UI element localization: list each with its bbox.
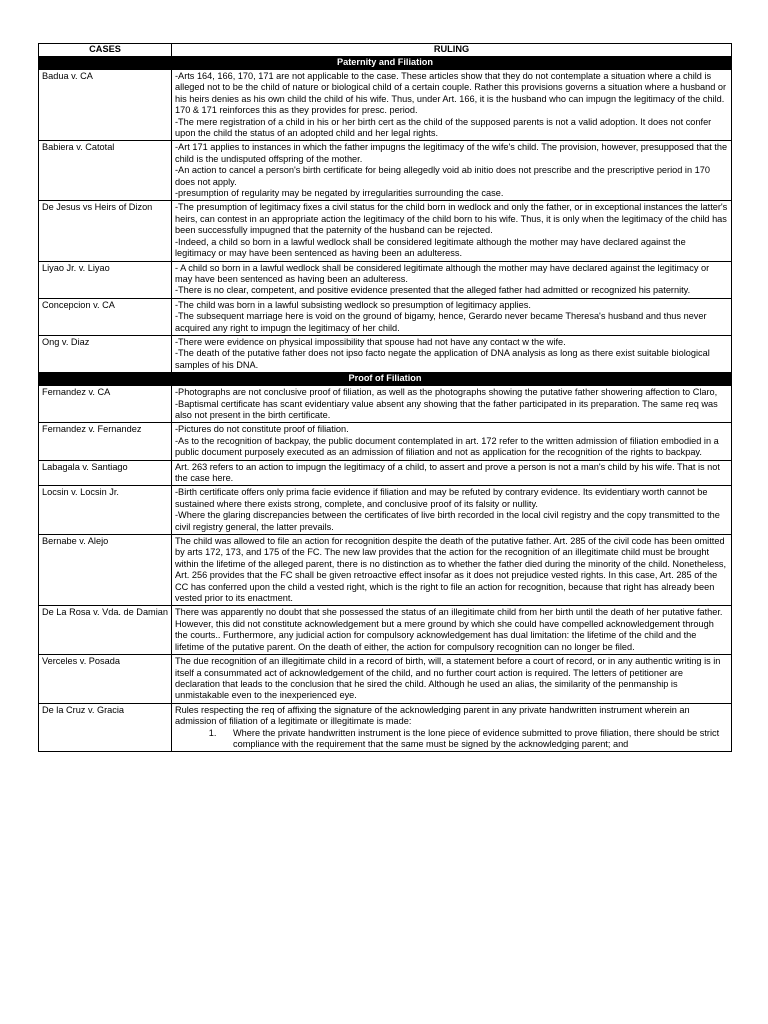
section-header-row [39,373,732,386]
ruling-cell [172,655,732,704]
table-row [39,261,732,298]
table-row [39,423,732,460]
case-name-cell: De La Rosa v. Vda. de Damian [39,606,172,655]
ruling-paragraph: -The death of the putative father does not ipso facto negate the application of DNA analysis as long as there exist suitable biological samples of his DNA. [175,348,710,370]
case-name-cell: Fernandez v. Fernandez [39,423,172,460]
table-row [39,486,732,535]
case-name-cell: De la Cruz v. Gracia [39,703,172,752]
table-row [39,335,732,372]
header-cases: CASES [39,44,172,57]
ruling-cell [172,486,732,535]
ruling-cell [172,606,732,655]
header-ruling: RULING [172,44,732,57]
table-row [39,386,732,423]
ruling-cell [172,535,732,606]
ruling-cell [172,386,732,423]
ruling-paragraph: -presumption of regularity may be negated by irregularities surrounding the case. [175,188,504,199]
ruling-paragraph: -There were evidence on physical impossibility that spouse had not have any contact w the wife. [175,336,566,347]
table-row [39,703,732,752]
case-name-cell: Badua v. CA [39,70,172,141]
ruling-paragraph: -Indeed, a child so born in a lawful wedlock shall be considered legitimate although the mother may have declared against the legitimacy or may have been sentenced as having been an adulteress. [175,236,686,259]
table-row [39,606,732,655]
table-row [39,70,732,141]
table-row [39,655,732,704]
ruling-paragraph: The child was allowed to file an action for recognition despite the death of the putative father. Art. 285 of the civil code has been omitted by arts 172, 173, and 175 of the FC. The new law provides that the action for the recognition of an illegitimate child must be brought within the lifetime of the alleged parent, there is no distinction as to whether the father died during the minority of the child. Nonetheless, Art. 256 provides that the FC shall be given retroactive effect insofar as it does not prejudice vested rights. In this case, Art. 285 of the CC has conferred upon the child a vested right, which is the right to file an action for recognition, because that right has already been vested prior to its enactment. [175,536,727,604]
ruling-paragraph: -Birth certificate offers only prima facie evidence if filiation and may be refuted by contrary evidence. Its evidentiary worth cannot be sustained where there exists strong, complete, and conclusive proof of its falsity or nullity. [175,487,708,509]
ruling-paragraph: -Arts 164, 166, 170, 171 are not applicable to the case. These articles show that they do not contemplate a situation where a child is alleged not to be the child of nature or biological child of a certain couple. Rather this provisions governs a situation where a husband or his heirs denies as his own child the child of his wife. Thus, under Art. 166, it is the husband who can impugn the legitimacy of the child. 170 & 171 reinforces this as they provides for presc. period. [175,71,727,116]
table-row [39,298,732,335]
ruling-paragraph: -Where the glaring discrepancies between the certificates of live birth recorded in the local civil registry and the copy transmitted to the civil registry general, the latter prevails. [175,510,720,532]
ruling-paragraph: -Pictures do not constitute proof of filiation. [175,424,349,435]
ruling-cell [172,335,732,372]
table-row [39,141,732,201]
case-name-cell: Babiera v. Catotal [39,141,172,201]
ruling-cell [172,703,732,752]
case-name-cell: Verceles v. Posada [39,655,172,704]
ruling-numbered-list [175,728,728,751]
case-name-cell: Locsin v. Locsin Jr. [39,486,172,535]
ruling-paragraph: -There is no clear, competent, and positive evidence presented that the alleged father had admitted or recognized his paternity. [175,285,691,296]
ruling-paragraph: -Baptismal certificate has scant evidentiary value absent any showing that the father participated in its preparation. The same req was also not present in the birth certificate. [175,398,718,420]
ruling-cell [172,70,732,141]
ruling-paragraph: Art. 263 refers to an action to impugn the legitimacy of a child, to assert and prove a person is not a man's child by his wife. That is not the case here. [175,461,720,483]
ruling-cell [172,298,732,335]
case-name-cell: Liyao Jr. v. Liyao [39,261,172,298]
section-title: Proof of Filiation [39,373,732,386]
section-header-row [39,57,732,70]
case-name-cell: Fernandez v. CA [39,386,172,423]
case-name-cell: De Jesus vs Heirs of Dizon [39,201,172,261]
section-title: Paternity and Filiation [39,57,732,70]
ruling-paragraph: -Photographs are not conclusive proof of filiation, as well as the photographs showing the putative father showering affection to Claro, [175,387,718,398]
ruling-paragraph: -The subsequent marriage here is void on the ground of bigamy, hence, Gerardo never became Theresa's husband and thus never acquired any right to impugn the legitimacy of her child. [175,311,707,333]
ruling-paragraph: -An action to cancel a person's birth certificate for being allegedly void ab initio does not prescribe and the prescriptive period in 170 does not apply. [175,165,710,187]
case-name-cell: Labagala v. Santiago [39,460,172,486]
ruling-cell [172,141,732,201]
ruling-cell [172,201,732,261]
table-row [39,460,732,486]
ruling-paragraph: - A child so born in a lawful wedlock shall be considered legitimate although the mother may have declared against the legitimacy or may have been sentenced as having been an adulteress. [175,262,710,284]
table-body [39,57,732,752]
table-row [39,535,732,606]
ruling-paragraph: -Art 171 applies to instances in which the father impugns the legitimacy of the wife's child. The provision, however, presupposed that the child is the undisputed offspring of the mother. [175,142,728,164]
cases-table [38,43,732,752]
case-name-cell: Concepcion v. CA [39,298,172,335]
list-item: 1. Where the private handwritten instrument is the lone piece of evidence submitted to prove filiation, there should be strict compliance with the requirement that the same must be signed by the acknowledging parent; and [219,728,728,751]
ruling-paragraph: -The presumption of legitimacy fixes a civil status for the child born in wedlock and only the father, or in exceptional instances the latter's heirs, can contest in an appropriate action the legitimacy of the child born to his wife. Thus, it is only when the legitimacy of the child has been successfully impugned that the paternity of the husband can be rejected. [175,202,728,236]
ruling-paragraph: Rules respecting the req of affixing the signature of the acknowledging parent in any private handwritten instrument wherein an admission of filiation of a legitimate or illegitimate is made: [175,704,690,727]
ruling-paragraph: -The mere registration of a child in his or her birth cert as the child of the supposed parents is not a valid adoption. It does not confer upon the child the status of an adopted child and her legal rights. [175,116,712,139]
ruling-cell [172,423,732,460]
ruling-paragraph: -As to the recognition of backpay, the public document contemplated in art. 172 refer to the written admission of filiation embodied in a public document purposely executed as an admission of filiation and not as application for the recognition of the rights to backpay. [175,435,719,458]
ruling-paragraph: The due recognition of an illegitimate child in a record of birth, will, a statement before a court of record, or in any authentic writing is in itself a consummated act of acknowledgement of the child, and no further court action is required. The letters of petitioner are declaration that leads to the conclusion that he sired the child. Although he used an alias, the similarity of the penmanship is unmistakable even to the inexperienced eye. [175,656,721,701]
case-name-cell: Ong v. Diaz [39,335,172,372]
table-row [39,201,732,261]
ruling-paragraph: There was apparently no doubt that she possessed the status of an illegitimate child from her birth until the death of her putative father. However, this did not constitute acknowledgement but a mere ground by which she could have compelled acknowledgement through the courts.. Furthermore, any judicial action for compulsory acknowledgement has dual limitation: the lifetime of the child and the lifetime of the putative parent. On the death of either, the action for compulsory recognition can no longer be filed. [175,607,723,652]
ruling-cell [172,261,732,298]
ruling-paragraph: -The child was born in a lawful subsisting wedlock so presumption of legitimacy applies. [175,299,531,310]
case-name-cell: Bernabe v. Alejo [39,535,172,606]
ruling-cell [172,460,732,486]
table-header-row [39,44,732,57]
